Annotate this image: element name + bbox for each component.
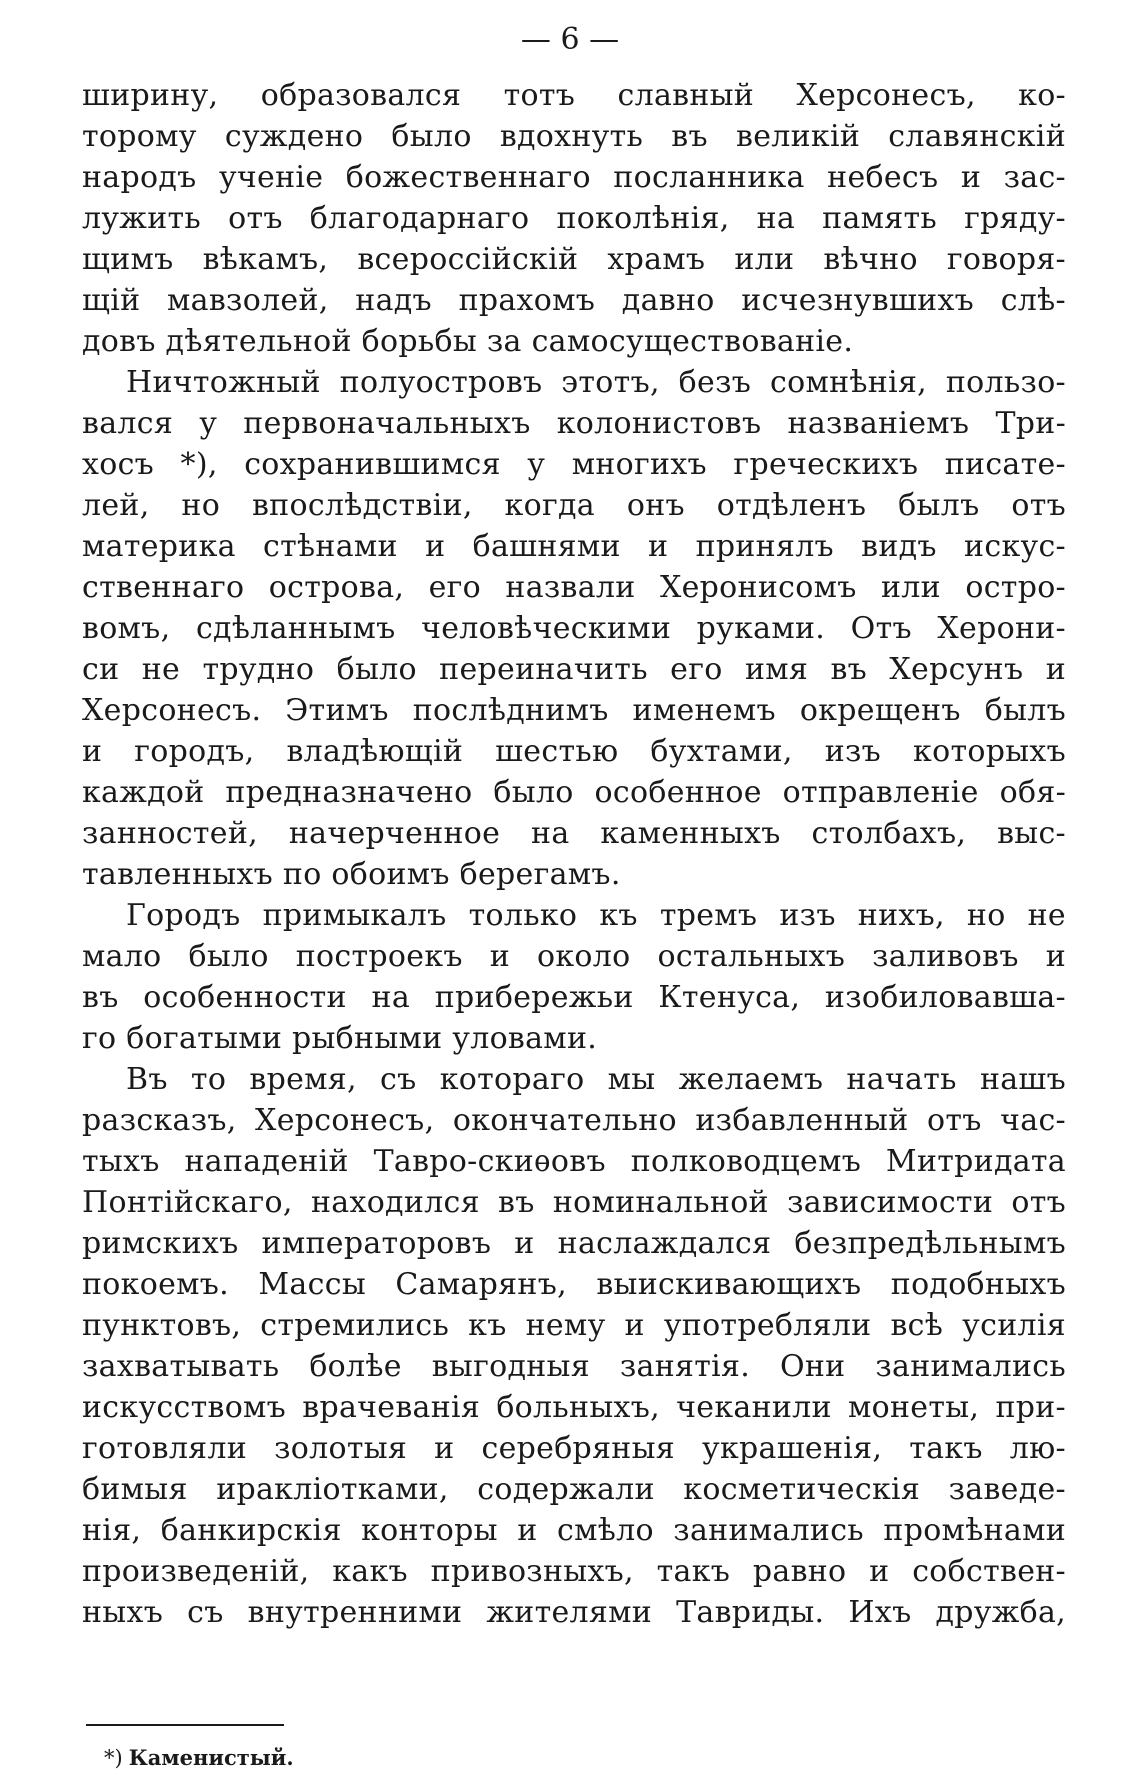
- text-line: тыхъ нападеній Тавро-скиѳовъ полководцемъ Митридата: [82, 1144, 1066, 1179]
- text-line: Понтійскаго, находился въ номинальной зависимости отъ: [82, 1185, 1066, 1220]
- text-line: захватывать болѣе выгодныя занятія. Они занимались: [82, 1349, 1066, 1384]
- footnote: [104, 1745, 294, 1771]
- text-line: материка стѣнами и башнями и принялъ видъ искус-: [82, 529, 1066, 564]
- paragraph-3: [82, 895, 1066, 1059]
- text-line: го богатыми рыбными уловами.: [82, 1021, 598, 1056]
- footnote-mark: *): [104, 1746, 123, 1770]
- text-line: вался у первоначальныхъ колонистовъ названіемъ Три-: [82, 406, 1066, 441]
- text-line: торому суждено было вдохнуть въ великій славянскій: [82, 119, 1066, 154]
- text-line: мало было построекъ и около остальныхъ заливовъ и: [82, 939, 1066, 974]
- text-line: готовляли золотыя и серебряныя украшенія, такъ лю-: [82, 1431, 1066, 1466]
- text-line: каждой предназначено было особенное отправленіе обя-: [82, 775, 1066, 810]
- text-line: Городъ примыкалъ только къ тремъ изъ нихъ, но не: [126, 898, 1066, 933]
- text-line: ширину, образовался тотъ славный Херсонесъ, ко-: [82, 78, 1066, 113]
- page-number: — 6 —: [520, 22, 620, 57]
- text-line: покоемъ. Массы Самарянъ, выискивающихъ подобныхъ: [82, 1267, 1066, 1302]
- text-line: пунктовъ, стремились къ нему и употребляли всѣ усилія: [82, 1308, 1066, 1343]
- text-line: произведеній, какъ привозныхъ, такъ равно и собствен-: [82, 1554, 1066, 1589]
- text-line: лей, но впослѣдствіи, когда онъ отдѣленъ былъ отъ: [82, 488, 1066, 523]
- text-line: щимъ вѣкамъ, всероссійскій храмъ или вѣчно говоря-: [82, 242, 1066, 277]
- text-line: щій мавзолей, надъ прахомъ давно исчезнувшихъ слѣ-: [82, 283, 1066, 318]
- text-line: занностей, начерченное на каменныхъ столбахъ, выс-: [82, 816, 1066, 851]
- text-line: Въ то время, съ котораго мы желаемъ начать нашъ: [126, 1062, 1066, 1097]
- text-line: ственнаго острова, его назвали Херонисомъ или остро-: [82, 570, 1066, 605]
- text-line: довъ дѣятельной борьбы за самосуществованіе.: [82, 324, 854, 359]
- text-line: римскихъ императоровъ и наслаждался безпредѣльнымъ: [82, 1226, 1066, 1261]
- text-line: хосъ *), сохранившимся у многихъ греческихъ писате-: [82, 447, 1066, 482]
- footnote-divider: [86, 1724, 284, 1726]
- text-line: Ничтожный полуостровъ этотъ, безъ сомнѣнія, пользо-: [126, 365, 1066, 400]
- paragraph-2: [82, 362, 1066, 895]
- text-line: разсказъ, Херсонесъ, окончательно избавленный отъ час-: [82, 1103, 1066, 1138]
- text-line: нія, банкирскія конторы и смѣло занимались промѣнами: [82, 1513, 1066, 1548]
- paragraph-1: [82, 75, 1066, 362]
- footnote-text: Каменистый.: [128, 1745, 294, 1770]
- text-line: лужить отъ благодарнаго поколѣнія, на память гряду-: [82, 201, 1066, 236]
- paragraph-4: [82, 1059, 1066, 1633]
- text-line: си не трудно было переиначить его имя въ Херсунъ и: [82, 652, 1066, 687]
- text-line: ныхъ съ внутренними жителями Тавриды. Ихъ дружба,: [82, 1595, 1066, 1630]
- text-line: тавленныхъ по обоимъ берегамъ.: [82, 857, 621, 892]
- text-line: искусствомъ врачеванія больныхъ, чеканили монеты, при-: [82, 1390, 1066, 1425]
- text-line: вомъ, сдѣланнымъ человѣческими руками. Отъ Херони-: [82, 611, 1066, 646]
- text-line: въ особенности на прибережьи Ктенуса, изобиловавша-: [82, 980, 1066, 1015]
- text-line: народъ ученіе божественнаго посланника небесъ и зас-: [82, 160, 1066, 195]
- text-line: и городъ, владѣющій шестью бухтами, изъ которыхъ: [82, 734, 1066, 769]
- text-line: Херсонесъ. Этимъ послѣднимъ именемъ окрещенъ былъ: [82, 693, 1066, 728]
- text-line: бимыя иракліотками, содержали косметическія заведе-: [82, 1472, 1066, 1507]
- body-text: [82, 75, 1066, 1633]
